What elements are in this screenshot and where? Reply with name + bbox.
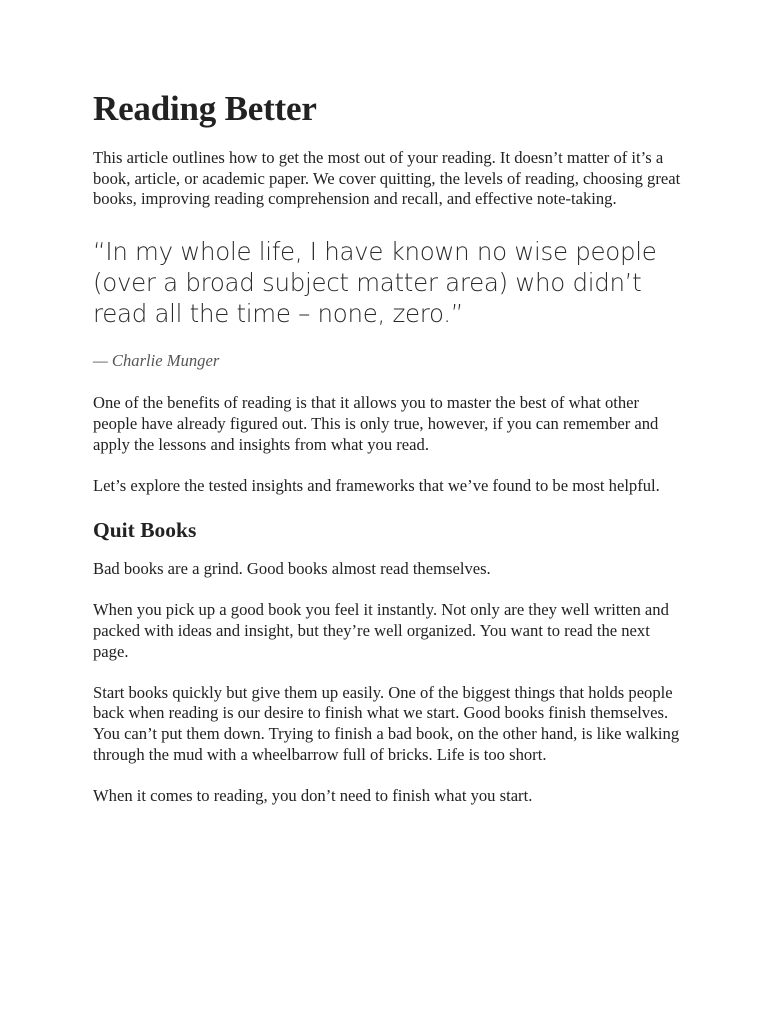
quote-attribution: — Charlie Munger — [93, 351, 220, 371]
page-title: Reading Better — [93, 89, 317, 128]
section-paragraph: Start books quickly but give them up easily. One of the biggest things that holds people back when reading is our desire to finish what we start. Good books finish themselves. You can’t put them down. Trying to finish a bad book, on the other hand, is like walking through the mud with a wheelbarrow full of bricks. Life is too short. — [93, 682, 680, 764]
section-paragraph: When it comes to reading, you don’t need to finish what you start. — [93, 786, 533, 806]
article — [93, 88, 683, 827]
body-paragraph: Let’s explore the tested insights and frameworks that we’ve found to be most helpful. — [93, 475, 660, 495]
section-heading: Quit Books — [93, 517, 197, 542]
body-paragraph: One of the benefits of reading is that it allows you to master the best of what other people have already figured out. This is only true, however, if you can remember and apply the lessons and insights from what you read. — [93, 393, 659, 454]
pull-quote: “In my whole life, I have known no wise people (over a broad subject matter area) who didn’t read all the time – none, zero.” — [93, 237, 657, 329]
intro-paragraph: This article outlines how to get the most out of your reading. It doesn’t matter of it’s a book, article, or academic paper. We cover quitting, the levels of reading, choosing great books, improving reading comprehension and recall, and effective note-taking. — [93, 148, 681, 209]
section-paragraph: When you pick up a good book you feel it instantly. Not only are they well written and packed with ideas and insight, but they’re well organized. You want to read the next page. — [93, 600, 669, 661]
section-paragraph: Bad books are a grind. Good books almost read themselves. — [93, 558, 491, 578]
